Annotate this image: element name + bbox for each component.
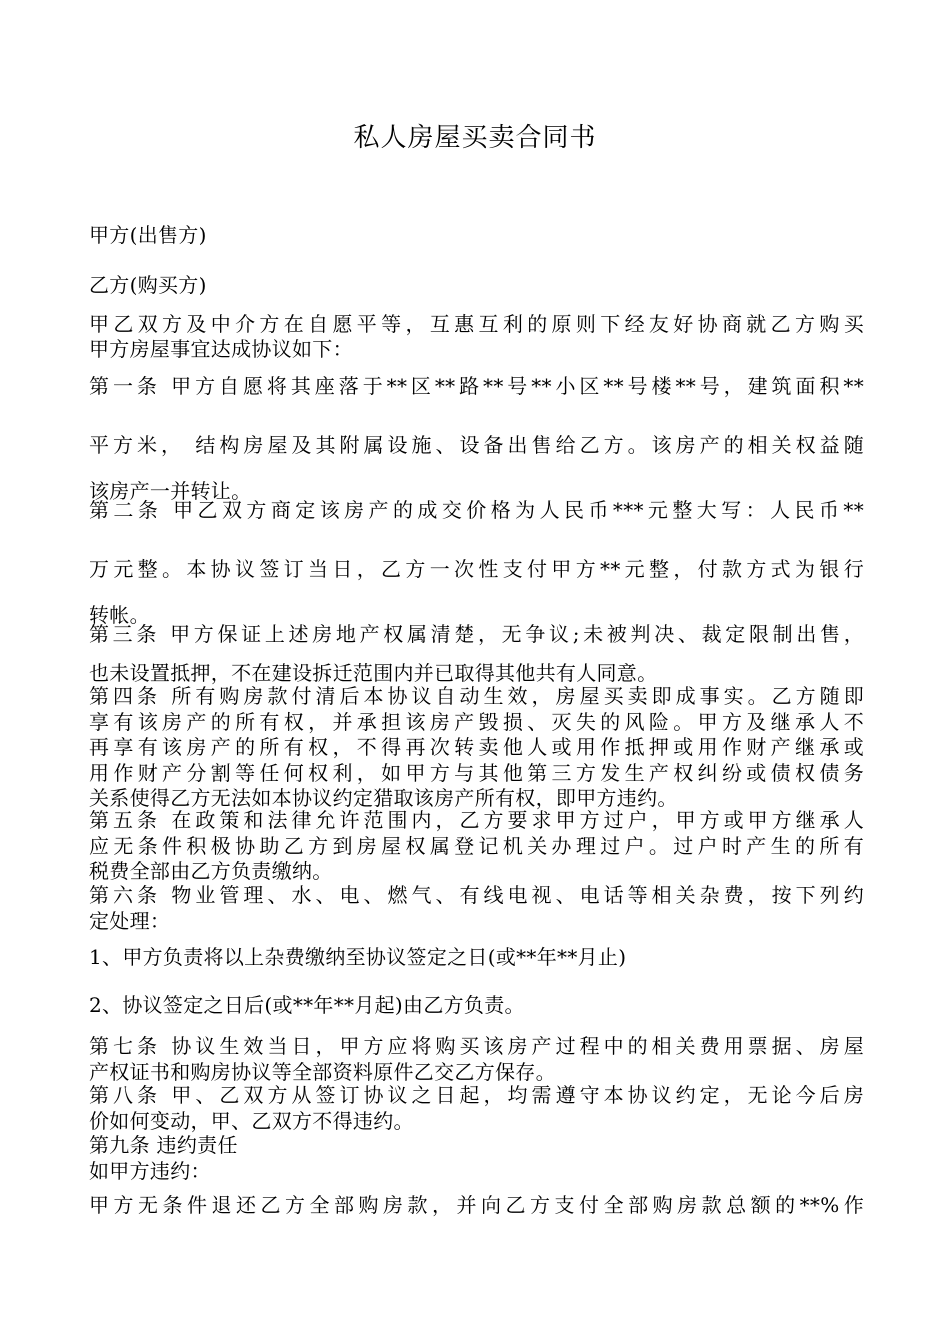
text-line: 甲乙双方及中介方在自愿平等，互惠互利的原则下经友好协商就乙方购买	[89, 312, 864, 336]
party-b-line	[89, 272, 864, 298]
article-5-paragraph	[89, 808, 864, 885]
text-line: 定处理：	[89, 908, 171, 933]
text-line: 2、协议签定之日后(或**年**月起)由乙方负责。	[89, 993, 525, 1017]
article-7-paragraph	[89, 1034, 864, 1085]
text-line: 第九条 违约责任	[89, 1133, 238, 1157]
text-line: 甲方无条件退还乙方全部购房款，并向乙方支付全部购房款总额的**%作	[89, 1193, 864, 1217]
text-line: 第四条 所有购房款付清后本协议自动生效，房屋买卖即成事实。乙方随即	[89, 684, 864, 708]
article-4-paragraph	[89, 684, 864, 812]
document-title: 私人房屋买卖合同书	[353, 123, 597, 153]
text-line: 甲方(出售方)	[89, 223, 207, 247]
article-8-paragraph	[89, 1083, 864, 1134]
article-9-paragraph	[89, 1133, 864, 1184]
text-line: 用作财产分割等任何权利，如甲方与其他第三方发生产权纠纷或债权债务	[89, 760, 864, 785]
text-line: 享有该房产的所有权，并承担该房产毁损、灭失的风险。甲方及继承人不	[89, 709, 864, 734]
text-line: 该房产一并转让。	[89, 479, 252, 503]
text-line: 第八条 甲、乙双方从签订协议之日起，均需遵守本协议约定，无论今后房	[89, 1083, 864, 1107]
item-2-line	[89, 992, 864, 1018]
text-line: 万元整。本协议签订当日，乙方一次性支付甲方**元整，付款方式为银行	[89, 557, 864, 581]
text-line: 甲方房屋事宜达成协议如下：	[89, 337, 353, 361]
article-1-paragraph	[89, 370, 864, 514]
text-line: 1、甲方负责将以上杂费缴纳至协议签定之日(或**年**月止)	[89, 945, 627, 969]
text-line: 产权证书和购房协议等全部资料原件乙交乙方保存。	[89, 1059, 556, 1084]
text-line: 第六条 物业管理、水、电、燃气、有线电视、电话等相关杂费，按下列约	[89, 883, 864, 907]
penalty-paragraph	[89, 1192, 864, 1218]
item-1-line	[89, 944, 864, 970]
text-line: 应无条件积极协助乙方到房屋权属登记机关办理过户。过户时产生的所有	[89, 833, 864, 858]
preamble-paragraph	[89, 312, 864, 362]
text-line: 第五条 在政策和法律允许范围内，乙方要求甲方过户，甲方或甲方继承人	[89, 808, 864, 832]
party-a-line	[89, 222, 864, 248]
text-line: 如甲方违约：	[89, 1158, 211, 1183]
text-line: 第三条 甲方保证上述房地产权属清楚，无争议;未被判决、裁定限制出售，	[89, 622, 864, 646]
text-line: 再享有该房产的所有权，不得再次转卖他人或用作抵押或用作财产继承或	[89, 735, 864, 759]
text-line: 关系使得乙方无法如本协议约定猎取该房产所有权，即甲方违约。	[89, 786, 678, 810]
text-line: 第一条 甲方自愿将其座落于**区**路**号**小区**号楼**号，建筑面积**	[89, 374, 864, 398]
text-line: 价如何变动，甲、乙双方不得违约。	[89, 1108, 414, 1133]
text-line: 转帐。	[89, 603, 150, 627]
text-line: 也未设置抵押，不在建设拆迁范围内并已取得其他共有人同意。	[89, 661, 658, 685]
text-line: 第七条 协议生效当日，甲方应将购买该房产过程中的相关费用票据、房屋	[89, 1034, 864, 1058]
text-line: 税费全部由乙方负责缴纳。	[89, 859, 333, 883]
text-line: 乙方(购买方)	[89, 273, 207, 297]
article-3-paragraph	[89, 618, 864, 686]
article-6-paragraph	[89, 883, 864, 934]
text-line: 第二条 甲乙双方商定该房产的成交价格为人民币***元整大写：人民币**	[89, 498, 864, 522]
article-2-paragraph	[89, 494, 864, 638]
text-line: 平方米， 结构房屋及其附属设施、设备出售给乙方。该房产的相关权益随	[89, 433, 864, 457]
